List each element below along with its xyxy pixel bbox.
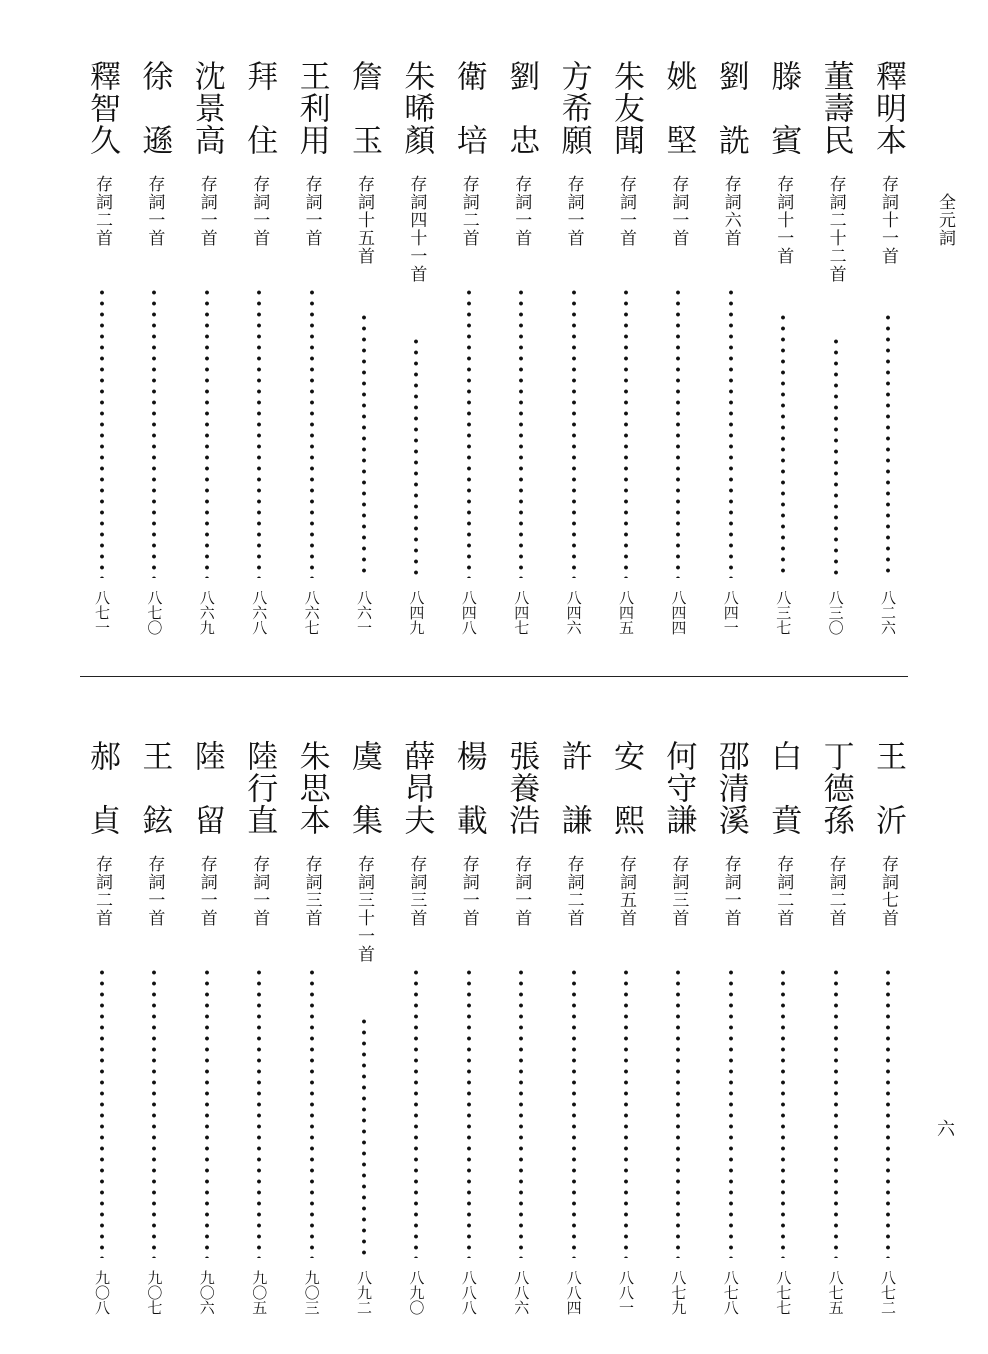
dot-leader [833, 336, 839, 578]
page-ref: 八六一 [355, 590, 373, 635]
poet-name: 方希願 [555, 60, 592, 156]
toc-entry [711, 740, 751, 1340]
poet-name: 薛昂夫 [398, 740, 435, 836]
poem-count: 存詞二首 [773, 855, 794, 927]
poet-name: 王利用 [293, 60, 330, 156]
poem-count: 存詞二首 [825, 855, 846, 927]
poem-count: 存詞一首 [196, 855, 217, 927]
page-ref: 九〇八 [93, 1270, 111, 1315]
page-ref: 九〇七 [145, 1270, 164, 1315]
poet-name: 董壽民 [817, 60, 854, 156]
dot-leader [728, 967, 734, 1258]
poem-count: 存詞十一首 [878, 175, 898, 265]
poet-name: 張養浩 [503, 740, 540, 836]
poem-count: 存詞一首 [563, 175, 584, 247]
toc-entry [554, 740, 594, 1340]
page-ref: 八六八 [250, 590, 269, 635]
page-ref: 八七七 [774, 1270, 793, 1315]
poet-name: 丁德孫 [817, 740, 854, 836]
toc-entry [449, 740, 489, 1340]
toc-entry [396, 740, 436, 1340]
dot-leader [361, 1016, 367, 1258]
poet-name: 楊 載 [450, 740, 487, 836]
poem-count: 存詞十五首 [354, 175, 374, 265]
dot-leader [780, 967, 786, 1258]
dot-leader [309, 287, 315, 578]
poem-count: 存詞十一首 [773, 175, 794, 265]
poem-count: 存詞一首 [511, 855, 532, 927]
poet-name: 劉 忠 [503, 60, 540, 156]
toc-entry [816, 740, 856, 1340]
poem-count: 存詞一首 [668, 175, 689, 247]
poet-name: 徐 遜 [136, 60, 173, 156]
poet-name: 郝 貞 [84, 740, 120, 836]
page-ref: 八七八 [721, 1270, 740, 1315]
page-ref: 八八六 [512, 1270, 531, 1315]
dot-leader [728, 287, 734, 578]
page-ref: 八二六 [879, 590, 897, 635]
poet-name: 劉 詵 [712, 60, 749, 156]
toc-entry [816, 60, 856, 660]
poem-count: 存詞二首 [92, 175, 112, 247]
toc-entry [763, 60, 803, 660]
toc-entry [344, 60, 384, 660]
dot-leader [675, 287, 681, 578]
poet-name: 朱友聞 [608, 60, 644, 156]
toc-entry [82, 740, 122, 1340]
toc-entry [606, 60, 646, 660]
dot-leader [99, 967, 105, 1258]
page-ref: 八八一 [617, 1270, 635, 1315]
toc-entry [344, 740, 384, 1340]
poem-count: 存詞一首 [720, 855, 741, 927]
toc-entry [606, 740, 646, 1340]
section-divider [80, 676, 908, 677]
poet-name: 拜 住 [241, 60, 278, 156]
dot-leader [151, 967, 157, 1258]
poet-name: 王 沂 [870, 740, 906, 836]
poem-count: 存詞一首 [616, 175, 636, 247]
poet-name: 朱晞顏 [398, 60, 435, 156]
toc-entry [239, 60, 279, 660]
toc-entry [763, 740, 803, 1340]
page-ref: 八七五 [826, 1270, 845, 1315]
toc-entry [711, 60, 751, 660]
poet-name: 何守謙 [660, 740, 697, 836]
page-ref: 八七一 [93, 590, 111, 635]
poem-count: 存詞一首 [511, 175, 532, 247]
dot-leader [571, 287, 577, 578]
toc-entry [134, 60, 174, 660]
dot-leader [571, 967, 577, 1258]
page-ref: 八七〇 [145, 590, 164, 635]
running-header-title: 全元詞 [935, 193, 955, 247]
poet-name: 陸行直 [241, 740, 278, 836]
toc-entry [658, 740, 698, 1340]
toc-entry [501, 740, 541, 1340]
toc-entry [396, 60, 436, 660]
dot-leader [466, 967, 472, 1258]
poem-count: 存詞三首 [406, 855, 427, 927]
dot-leader [780, 312, 786, 579]
poem-count: 存詞一首 [249, 855, 270, 927]
toc-entry [187, 740, 227, 1340]
poet-name: 邵清溪 [712, 740, 749, 836]
toc-entry [868, 60, 908, 660]
toc-entry [449, 60, 489, 660]
poem-count: 存詞三首 [301, 855, 322, 927]
page-ref: 八三七 [774, 590, 793, 635]
poet-name: 滕 賓 [765, 60, 802, 156]
toc-entry [501, 60, 541, 660]
dot-leader [413, 336, 419, 578]
toc-entry [554, 60, 594, 660]
poet-name: 王 鉉 [136, 740, 173, 836]
page-ref: 八七九 [669, 1270, 688, 1315]
poem-count: 存詞一首 [458, 855, 479, 927]
page-ref: 八四八 [459, 590, 478, 635]
poem-count: 存詞一首 [144, 855, 165, 927]
poem-count: 存詞一首 [196, 175, 217, 247]
dot-leader [361, 312, 367, 579]
page-ref: 八四五 [617, 590, 635, 635]
page-ref: 八四一 [721, 590, 740, 635]
toc-entry [658, 60, 698, 660]
poem-count: 存詞三十一首 [354, 855, 374, 963]
dot-leader [623, 287, 629, 578]
dot-leader [466, 287, 472, 578]
poet-name: 白 賁 [765, 740, 802, 836]
toc-entry [292, 60, 332, 660]
poet-name: 沈景高 [188, 60, 225, 156]
dot-leader [518, 287, 524, 578]
poem-count: 存詞二首 [563, 855, 584, 927]
dot-leader [885, 312, 891, 579]
page-ref: 九〇三 [302, 1270, 321, 1315]
page-ref: 八四四 [669, 590, 688, 635]
poet-name: 釋智久 [84, 60, 120, 156]
poet-name: 虞 集 [346, 740, 382, 836]
poet-name: 許 謙 [555, 740, 592, 836]
poet-name: 姚 堅 [660, 60, 697, 156]
poet-name: 陸 留 [188, 740, 225, 836]
page-ref: 八四七 [512, 590, 531, 635]
poet-name: 詹 玉 [346, 60, 382, 156]
dot-leader [204, 287, 210, 578]
page-ref: 八八八 [459, 1270, 478, 1315]
poet-name: 安 熙 [608, 740, 644, 836]
poem-count: 存詞四十一首 [406, 175, 427, 283]
dot-leader [99, 287, 105, 578]
dot-leader [256, 287, 262, 578]
poet-name: 朱思本 [293, 740, 330, 836]
page-ref: 八七二 [879, 1270, 897, 1315]
poem-count: 存詞七首 [878, 855, 898, 927]
dot-leader [309, 967, 315, 1258]
poem-count: 存詞三首 [668, 855, 689, 927]
page-ref: 八八四 [564, 1270, 583, 1315]
toc-entry [134, 740, 174, 1340]
poem-count: 存詞一首 [144, 175, 165, 247]
toc-entry [292, 740, 332, 1340]
page-ref: 八四九 [407, 590, 426, 635]
poet-name: 衛 培 [450, 60, 487, 156]
page-ref: 八六九 [197, 590, 216, 635]
dot-leader [623, 967, 629, 1258]
toc-entry [239, 740, 279, 1340]
poem-count: 存詞六首 [720, 175, 741, 247]
dot-leader [518, 967, 524, 1258]
page-ref: 九〇五 [250, 1270, 269, 1315]
dot-leader [256, 967, 262, 1258]
poem-count: 存詞二首 [92, 855, 112, 927]
page-ref: 八三〇 [826, 590, 845, 635]
dot-leader [885, 967, 891, 1258]
poem-count: 存詞五首 [616, 855, 636, 927]
dot-leader [833, 967, 839, 1258]
toc-entry [82, 60, 122, 660]
toc-entry [868, 740, 908, 1340]
page-ref: 八六七 [302, 590, 321, 635]
page-ref: 八四六 [564, 590, 583, 635]
dot-leader [204, 967, 210, 1258]
poem-count: 存詞二十二首 [825, 175, 846, 283]
dot-leader [675, 967, 681, 1258]
toc-entry [187, 60, 227, 660]
poem-count: 存詞一首 [301, 175, 322, 247]
dot-leader [151, 287, 157, 578]
poem-count: 存詞二首 [458, 175, 479, 247]
poem-count: 存詞一首 [249, 175, 270, 247]
poet-name: 釋明本 [870, 60, 906, 156]
page-ref: 九〇六 [197, 1270, 216, 1315]
page-number: 六 [937, 1119, 955, 1140]
page-ref: 八九二 [355, 1270, 373, 1315]
page-ref: 八九〇 [407, 1270, 426, 1315]
dot-leader [413, 967, 419, 1258]
